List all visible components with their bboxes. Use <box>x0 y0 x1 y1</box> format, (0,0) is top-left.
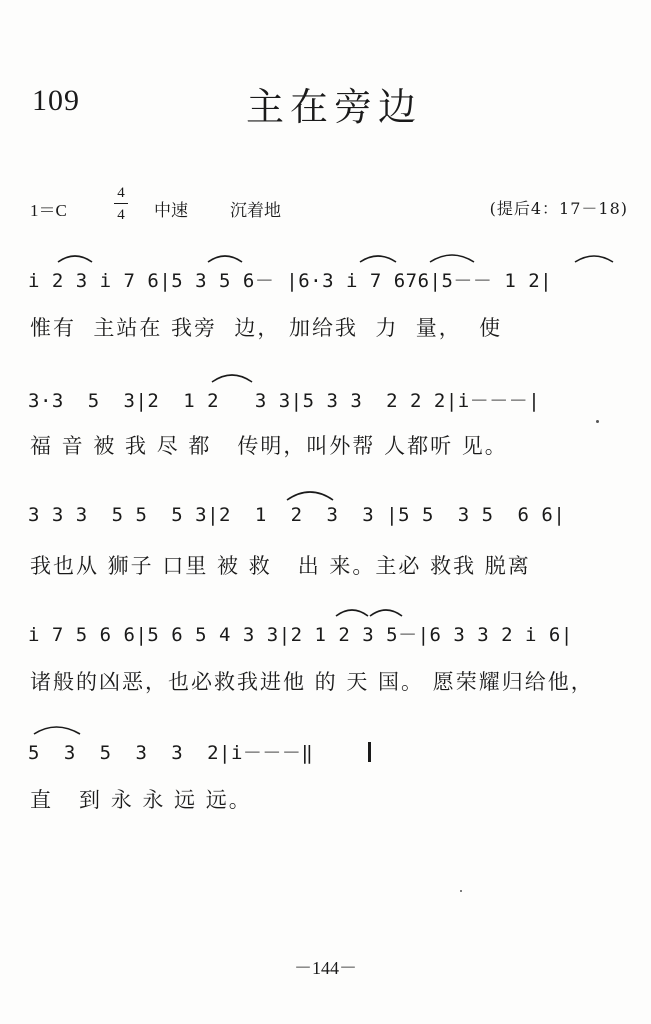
time-signature-line <box>114 203 128 204</box>
tempo-key-row <box>30 184 630 230</box>
time-signature-top: 4 <box>117 185 125 201</box>
tempo-marking: 中速 <box>154 201 188 221</box>
notation-line-1: i 2 3 i 7 6|5 3 5 6－ |6·3 i 7 676|5－－ 1 2| <box>28 270 553 292</box>
hymn-title: 主在旁边 <box>246 85 423 129</box>
paper-speck <box>596 420 599 423</box>
slur-3 <box>360 256 396 262</box>
lyrics-line-5: 直 到 永 永 远 远。 <box>30 788 252 812</box>
slur-5 <box>575 256 613 262</box>
lyrics-line-4: 诸般的凶恶，也必救我进他 的 天 国。 愿荣耀归给他， <box>30 670 594 694</box>
expression-marking: 沉着地 <box>230 201 281 221</box>
lyrics-line-2: 福 音 被 我 尽 都 传明，叫外帮 人都听 见。 <box>30 434 508 458</box>
slur-4 <box>430 255 474 262</box>
notation-line-4: i 7 5 6 6|5 6 5 4 3 3|2 1 2 3 5－|6 3 3 2 i 6| <box>28 624 573 646</box>
notation-line-5: 5 3 5 3 3 2|i－－－‖ <box>28 742 314 764</box>
lyrics-line-3: 我也从 狮子 口里 被 救 出 来。主必 救我 脱离 <box>30 554 531 578</box>
slur-1 <box>58 256 92 262</box>
slur-8 <box>336 610 368 616</box>
slur-9 <box>370 610 402 616</box>
time-signature-bottom: 4 <box>117 207 125 223</box>
notation-line-2: 3·3 5 3|2 1 2 3 3|5 3 3 2 2 2|i－－－| <box>28 390 541 412</box>
page-number: －144－ <box>294 958 357 978</box>
slur-6 <box>212 375 252 382</box>
time-signature <box>114 184 128 224</box>
slur-7 <box>287 492 333 500</box>
slur-2 <box>208 256 242 262</box>
slur-10 <box>34 727 80 734</box>
notation-line-3: 3 3 3 5 5 5 3|2 1 2 3 3 |5 5 3 5 6 6| <box>28 504 566 526</box>
lyrics-line-1: 惟有 主站在 我旁 边， 加给我 力 量， 使 <box>30 316 503 340</box>
key-signature: 1＝C <box>30 201 67 220</box>
scripture-reference: (提后4：17－18) <box>489 199 628 218</box>
paper-speck <box>460 890 462 892</box>
hymn-number: 109 <box>32 84 80 117</box>
